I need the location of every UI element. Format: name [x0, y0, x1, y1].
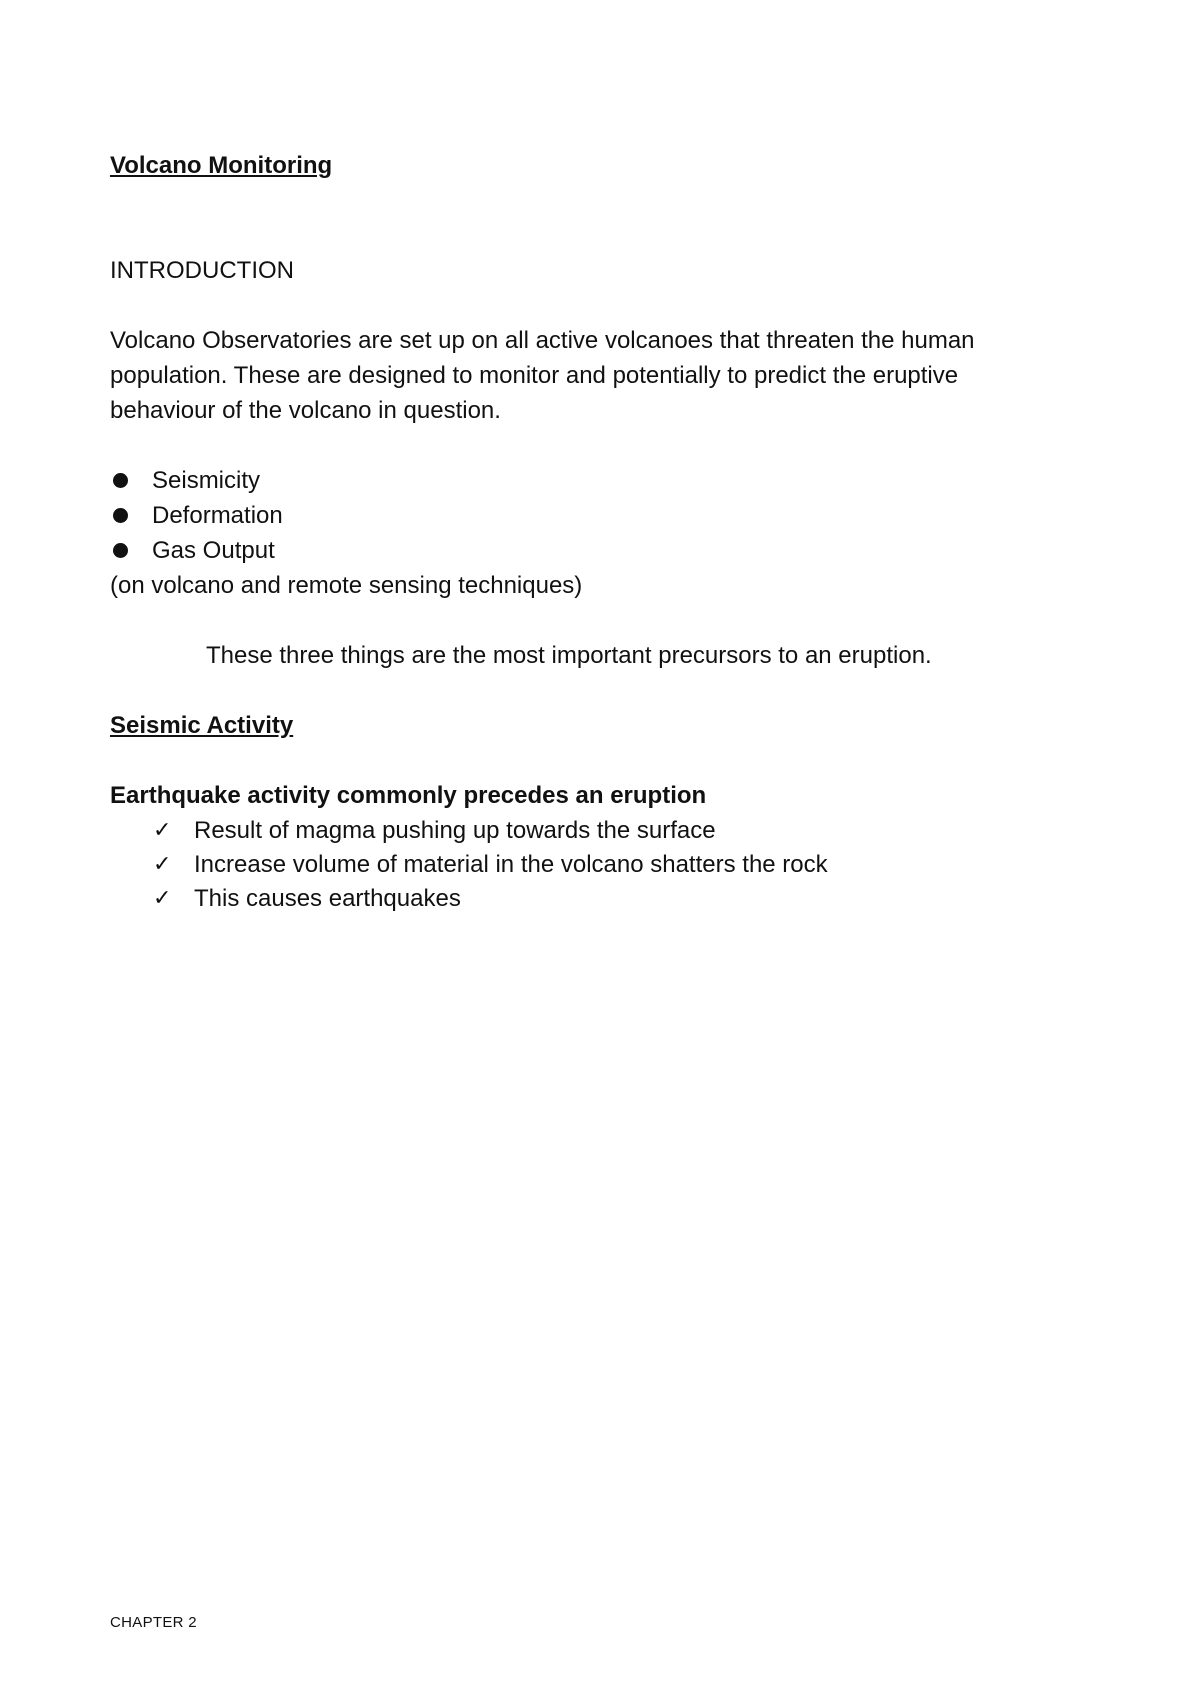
- section-heading-introduction: INTRODUCTION: [110, 257, 294, 284]
- check-item: [110, 847, 1090, 881]
- check-label: Increase volume of material in the volcano shatters the rock: [194, 850, 828, 878]
- bullet-item-deformation: [110, 498, 1090, 533]
- check-label: Result of magma pushing up towards the surface: [194, 816, 716, 844]
- bullet-item-gas-output: [110, 533, 1090, 568]
- bullet-item-seismicity: [110, 463, 1090, 498]
- bullet-icon: [113, 508, 128, 523]
- check-item: [110, 881, 1090, 915]
- checkmark-icon: ✓: [153, 885, 172, 910]
- bullet-list: [110, 463, 1090, 568]
- bullet-icon: [113, 543, 128, 558]
- bullet-label: Seismicity: [152, 467, 261, 494]
- document-title: Volcano Monitoring: [110, 152, 333, 179]
- page-footer: CHAPTER 2: [110, 1614, 197, 1631]
- bullet-label: Deformation: [152, 502, 283, 529]
- bullets-note: (on volcano and remote sensing techniques): [110, 572, 583, 599]
- spacer: [110, 673, 1090, 708]
- bullet-label: Gas Output: [152, 537, 275, 564]
- check-list: [110, 813, 1090, 915]
- bullet-icon: [113, 473, 128, 488]
- precursor-statement: These three things are the most important precursors to an eruption.: [206, 642, 932, 669]
- spacer: [110, 288, 1090, 323]
- intro-line: population. These are designed to monitor and potentially to predict the eruptive: [110, 362, 959, 389]
- spacer: [110, 603, 1090, 638]
- checkmark-icon: ✓: [153, 817, 172, 842]
- intro-line: behaviour of the volcano in question.: [110, 397, 501, 424]
- intro-line: Volcano Observatories are set up on all active volcanoes that threaten the human: [110, 327, 975, 354]
- check-label: This causes earthquakes: [194, 884, 461, 912]
- seismic-lead: Earthquake activity commonly precedes an eruption: [110, 782, 707, 809]
- document-body: [110, 148, 1090, 915]
- spacer: [110, 743, 1090, 778]
- section-heading-seismic-activity: Seismic Activity: [110, 712, 294, 739]
- intro-paragraph: [110, 323, 1090, 428]
- check-item: [110, 813, 1090, 847]
- spacer: [110, 183, 1090, 253]
- checkmark-icon: ✓: [153, 851, 172, 876]
- spacer: [110, 428, 1090, 463]
